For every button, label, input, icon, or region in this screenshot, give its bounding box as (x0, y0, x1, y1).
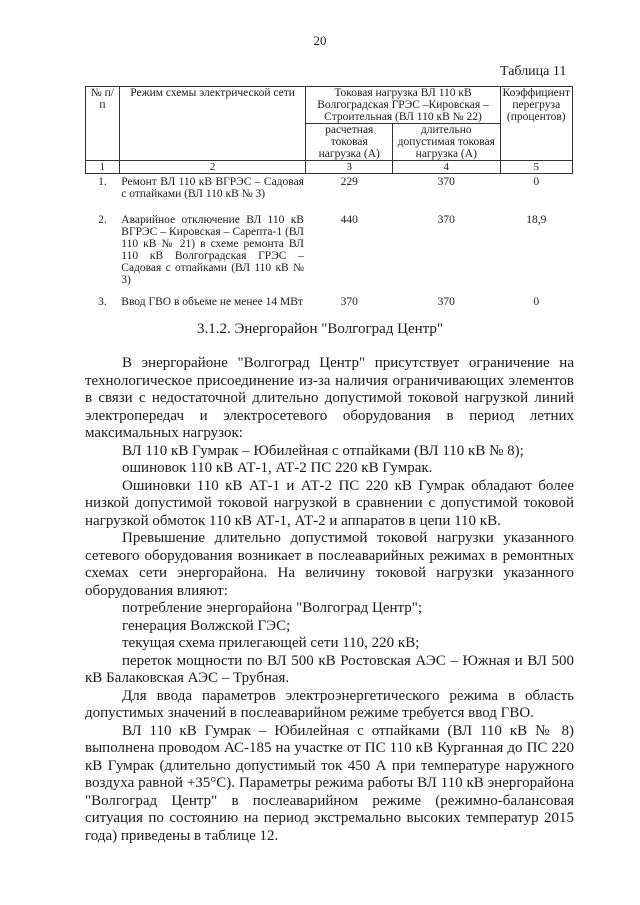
list-item: генерация Волжской ГЭС; (122, 617, 291, 634)
body-text (85, 355, 574, 845)
row-allowed-load: 370 (437, 296, 455, 308)
row-calc-load: 440 (340, 214, 358, 226)
paragraph: Превышение длительно допустимой токовой нагрузки указанного сетевого оборудования возникает в послеаварийных режимах в ремонтных схемах сети энергорайона. На величину токовой нагрузки указанного оборудования влияют: (85, 530, 574, 599)
row-number: 2. (98, 214, 107, 226)
column-number: 1 (86, 161, 120, 174)
column-number: 5 (500, 161, 572, 174)
table-row (86, 296, 573, 308)
load-table (85, 86, 573, 308)
header-coef: Коэффициент перегруза (процентов) (500, 87, 572, 161)
table-row (86, 174, 573, 215)
table-row (86, 214, 573, 296)
header-num: № п/п (86, 87, 120, 161)
header-mode: Режим схемы электрической сети (119, 87, 306, 161)
row-mode: Аварийное отключение ВЛ 110 кВ ВГРЭС – Кировская – Сарепта-1 (ВЛ 110 кВ № 21) в схеме ремонта ВЛ 110 кВ Волгоградская ГРЭС – Садовая с отпайками (ВЛ 110 кВ № 3) (121, 214, 304, 286)
paragraph: Ошиновки 110 кВ АТ-1 и АТ-2 ПС 220 кВ Гумрак обладают более низкой допустимой токовой нагрузкой в сравнении с допустимой токовой нагрузкой обмоток 110 кВ АТ-1, АТ-2 и аппаратов в цепи 110 кВ. (85, 477, 574, 529)
row-calc-load: 229 (340, 176, 358, 188)
list-item: переток мощности по ВЛ 500 кВ Ростовская АЭС – Южная и ВЛ 500 кВ Балаковская АЭС – Трубная. (85, 652, 574, 686)
row-number: 1. (98, 176, 107, 188)
column-number: 4 (393, 161, 500, 174)
column-number: 3 (306, 161, 393, 174)
row-calc-load: 370 (340, 296, 358, 308)
header-calc: расчетная токовая нагрузка (А) (306, 124, 393, 161)
paragraph: ВЛ 110 кВ Гумрак – Юбилейная с отпайками (ВЛ 110 кВ № 8) выполнена проводом АС-185 на участке от ПС 110 кВ Курганная до ПС 220 кВ Гумрак (длительно допустимый ток 450 А при температуре наружного воздуха равной +35°С). Параметры режима работы ВЛ 110 кВ энергорайона "Волгоград Центр" в послеаварийном режиме (режимно-балансовая ситуация по состоянию на период экстремально высоких температур 2015 года) приведены в таблице 12. (85, 722, 574, 844)
table-caption: Таблица 11 (500, 64, 567, 79)
list-item: ВЛ 110 кВ Гумрак – Юбилейная с отпайками (ВЛ 110 кВ № 8); (122, 442, 524, 459)
paragraph: Для ввода параметров электроэнергетического режима в область допустимых значений в послеаварийном режиме требуется ввод ГВО. (85, 687, 574, 721)
header-load-group: Токовая нагрузка ВЛ 110 кВ Волгоградская ГРЭС –Кировская – Строительная (ВЛ 110 кВ № 22) (306, 87, 500, 124)
list-item: текущая схема прилегающей сети 110, 220 кВ; (122, 635, 420, 651)
column-number: 2 (119, 161, 306, 174)
row-number: 3. (98, 296, 107, 308)
header-allowed: длительно допустимая токовая нагрузка (А) (393, 124, 500, 161)
row-overload-coef: 18,9 (526, 214, 547, 226)
column-number-row (86, 161, 573, 174)
section-title: 3.1.2. Энергорайон "Волгоград Центр" (196, 321, 444, 337)
paragraph: В энергорайоне "Волгоград Центр" присутствует ограничение на технологическое присоединение из-за наличия ограничивающих элементов в связи с недостаточной длительно допустимой токовой нагрузкой линий электропередач и электросетевого оборудования в период летних максимальных нагрузок: (85, 355, 574, 441)
row-allowed-load: 370 (437, 176, 455, 188)
row-mode: Ввод ГВО в объеме не менее 14 МВт (121, 296, 303, 308)
page-number: 20 (313, 33, 327, 48)
row-mode: Ремонт ВЛ 110 кВ ВГРЭС – Садовая с отпайками (ВЛ 110 кВ № 3) (121, 176, 304, 200)
row-overload-coef: 0 (533, 176, 540, 188)
row-overload-coef: 0 (533, 296, 540, 308)
list-item: ошиновок 110 кВ АТ-1, АТ-2 ПС 220 кВ Гумрак. (122, 460, 433, 476)
row-allowed-load: 370 (437, 214, 455, 226)
list-item: потребление энергорайона "Волгоград Центр"; (122, 600, 423, 616)
